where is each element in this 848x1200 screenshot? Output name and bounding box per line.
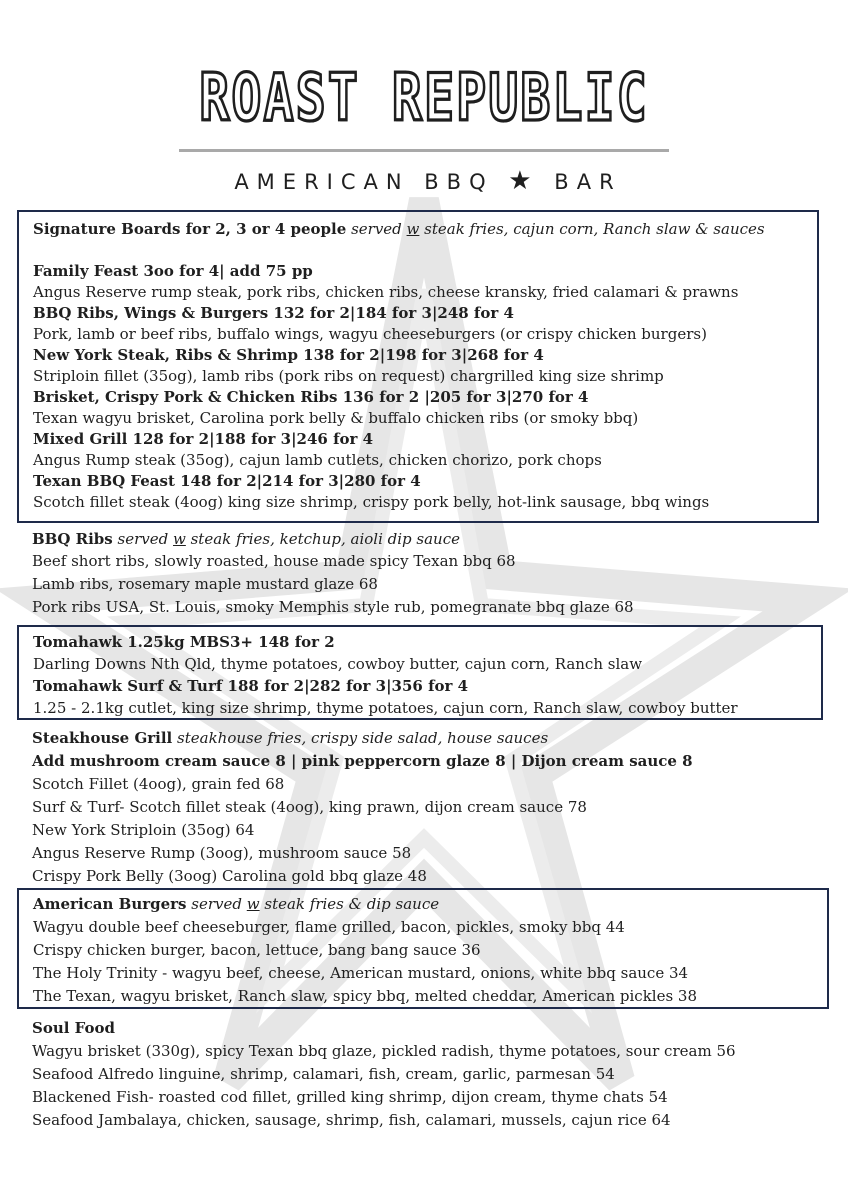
board-desc: Texan wagyu brisket, Carolina pork belly & buffalo chicken ribs (or smoky bbq) xyxy=(33,409,639,427)
brand-title: ROAST REPUBLIC xyxy=(199,60,649,136)
board-desc: Angus Rump steak (35og), cajun lamb cutlets, chicken chorizo, pork chops xyxy=(33,451,602,469)
header-rule xyxy=(179,149,669,152)
sub-w: w xyxy=(173,530,186,548)
ribs-subheading xyxy=(118,530,460,548)
board-desc: Scotch fillet steak (4oog) king size shrimp, crispy pork belly, hot-link sausage, bbq wings xyxy=(33,493,710,511)
board-title: Texan BBQ Feast 148 for 2|214 for 3|280 for 4 xyxy=(33,472,421,490)
page-header xyxy=(0,55,848,196)
star-icon: ★ xyxy=(508,166,540,196)
signature-heading-line xyxy=(33,219,803,240)
tagline-right: BAR xyxy=(554,170,622,194)
ribs-heading: BBQ Ribs xyxy=(32,530,113,548)
tomahawk-desc: Darling Downs Nth Qld, thyme potatoes, cowboy butter, cajun corn, Ranch slaw xyxy=(33,655,643,673)
menu-item: The Texan, wagyu brisket, Ranch slaw, spicy bbq, melted cheddar, American pickles 38 xyxy=(33,987,698,1005)
board-title: Brisket, Crispy Pork & Chicken Ribs 136 for 2 |205 for 3|270 for 4 xyxy=(33,388,589,406)
menu-item: Crispy chicken burger, bacon, lettuce, bang bang sauce 36 xyxy=(33,941,481,959)
board-title: New York Steak, Ribs & Shrimp 138 for 2|198 for 3|268 for 4 xyxy=(33,346,544,364)
steakhouse-section xyxy=(32,727,822,888)
tomahawk-desc: 1.25 - 2.1kg cutlet, king size shrimp, thyme potatoes, cajun corn, Ranch slaw, cowboy butter xyxy=(33,699,738,717)
burgers-section xyxy=(17,888,829,1009)
menu-item: Scotch Fillet (4oog), grain fed 68 xyxy=(32,775,285,793)
steakhouse-heading: Steakhouse Grill xyxy=(32,729,173,747)
sub-w: w xyxy=(246,895,260,913)
signature-boards-section xyxy=(17,210,819,523)
menu-item: Lamb ribs, rosemary maple mustard glaze 68 xyxy=(32,575,378,593)
board-desc: Striploin fillet (35og), lamb ribs (pork ribs on request) chargrilled king size shrimp xyxy=(33,367,664,385)
menu-item: Seafood Jambalaya, chicken, sausage, shrimp, fish, calamari, mussels, cajun rice 64 xyxy=(32,1111,671,1129)
sub-post: steak fries, ketchup, aioli dip sauce xyxy=(185,530,460,548)
menu-item: Seafood Alfredo linguine, shrimp, calamari, fish, cream, garlic, parmesan 54 xyxy=(32,1065,615,1083)
menu-item: Blackened Fish- roasted cod fillet, grilled king shrimp, dijon cream, thyme chats 54 xyxy=(32,1088,668,1106)
tomahawk-title: Tomahawk 1.25kg MBS3+ 148 for 2 xyxy=(33,633,335,651)
tagline xyxy=(0,166,848,196)
sub-pre: served xyxy=(117,530,173,548)
signature-subheading xyxy=(351,220,765,238)
menu-item: Surf & Turf- Scotch fillet steak (4oog), king prawn, dijon cream sauce 78 xyxy=(32,798,587,816)
menu-item: Beef short ribs, slowly roasted, house made spicy Texan bbq 68 xyxy=(32,552,516,570)
steakhouse-subheading: steakhouse fries, crispy side salad, house sauces xyxy=(177,729,549,747)
ribs-heading-line xyxy=(32,528,822,550)
tomahawk-section xyxy=(17,625,823,720)
board-title: Family Feast 3oo for 4| add 75 pp xyxy=(33,262,313,280)
soul-food-section xyxy=(32,1017,822,1132)
board-title: BBQ Ribs, Wings & Burgers 132 for 2|184 for 3|248 for 4 xyxy=(33,304,514,322)
soul-heading: Soul Food xyxy=(32,1019,115,1037)
tomahawk-title: Tomahawk Surf & Turf 188 for 2|282 for 3|356 for 4 xyxy=(33,677,469,695)
sub-post: steak fries & dip sauce xyxy=(259,895,440,913)
menu-item: Wagyu brisket (330g), spicy Texan bbq glaze, pickled radish, thyme potatoes, sour cream 56 xyxy=(32,1042,736,1060)
signature-heading: Signature Boards for 2, 3 or 4 people xyxy=(33,220,347,238)
steakhouse-sauces: Add mushroom cream sauce 8 | pink peppercorn glaze 8 | Dijon cream sauce 8 xyxy=(32,752,693,770)
menu-item: The Holy Trinity - wagyu beef, cheese, American mustard, onions, white bbq sauce 34 xyxy=(33,964,689,982)
sub-pre: served xyxy=(191,895,247,913)
board-desc: Pork, lamb or beef ribs, buffalo wings, wagyu cheeseburgers (or crispy chicken burgers) xyxy=(33,325,707,343)
board-title: Mixed Grill 128 for 2|188 for 3|246 for 4 xyxy=(33,430,374,448)
burgers-heading: American Burgers xyxy=(33,895,187,913)
sub-w: w xyxy=(406,220,420,238)
sub-pre: served xyxy=(351,220,407,238)
signature-items xyxy=(33,261,803,513)
tagline-left: AMERICAN BBQ xyxy=(234,170,494,194)
menu-item: Crispy Pork Belly (3oog) Carolina gold bbq glaze 48 xyxy=(32,867,427,885)
menu-item: Wagyu double beef cheeseburger, flame grilled, bacon, pickles, smoky bbq 44 xyxy=(33,918,625,936)
burgers-heading-line xyxy=(33,893,813,916)
bbq-ribs-section xyxy=(32,528,822,619)
board-desc: Angus Reserve rump steak, pork ribs, chicken ribs, cheese kransky, fried calamari & prawns xyxy=(33,283,739,301)
sub-post: steak fries, cajun corn, Ranch slaw & sauces xyxy=(419,220,765,238)
menu-item: Pork ribs USA, St. Louis, smoky Memphis style rub, pomegranate bbq glaze 68 xyxy=(32,598,634,616)
steakhouse-heading-line xyxy=(32,727,822,750)
burgers-subheading xyxy=(191,895,439,913)
menu-item: New York Striploin (35og) 64 xyxy=(32,821,255,839)
menu-item: Angus Reserve Rump (3oog), mushroom sauce 58 xyxy=(32,844,412,862)
